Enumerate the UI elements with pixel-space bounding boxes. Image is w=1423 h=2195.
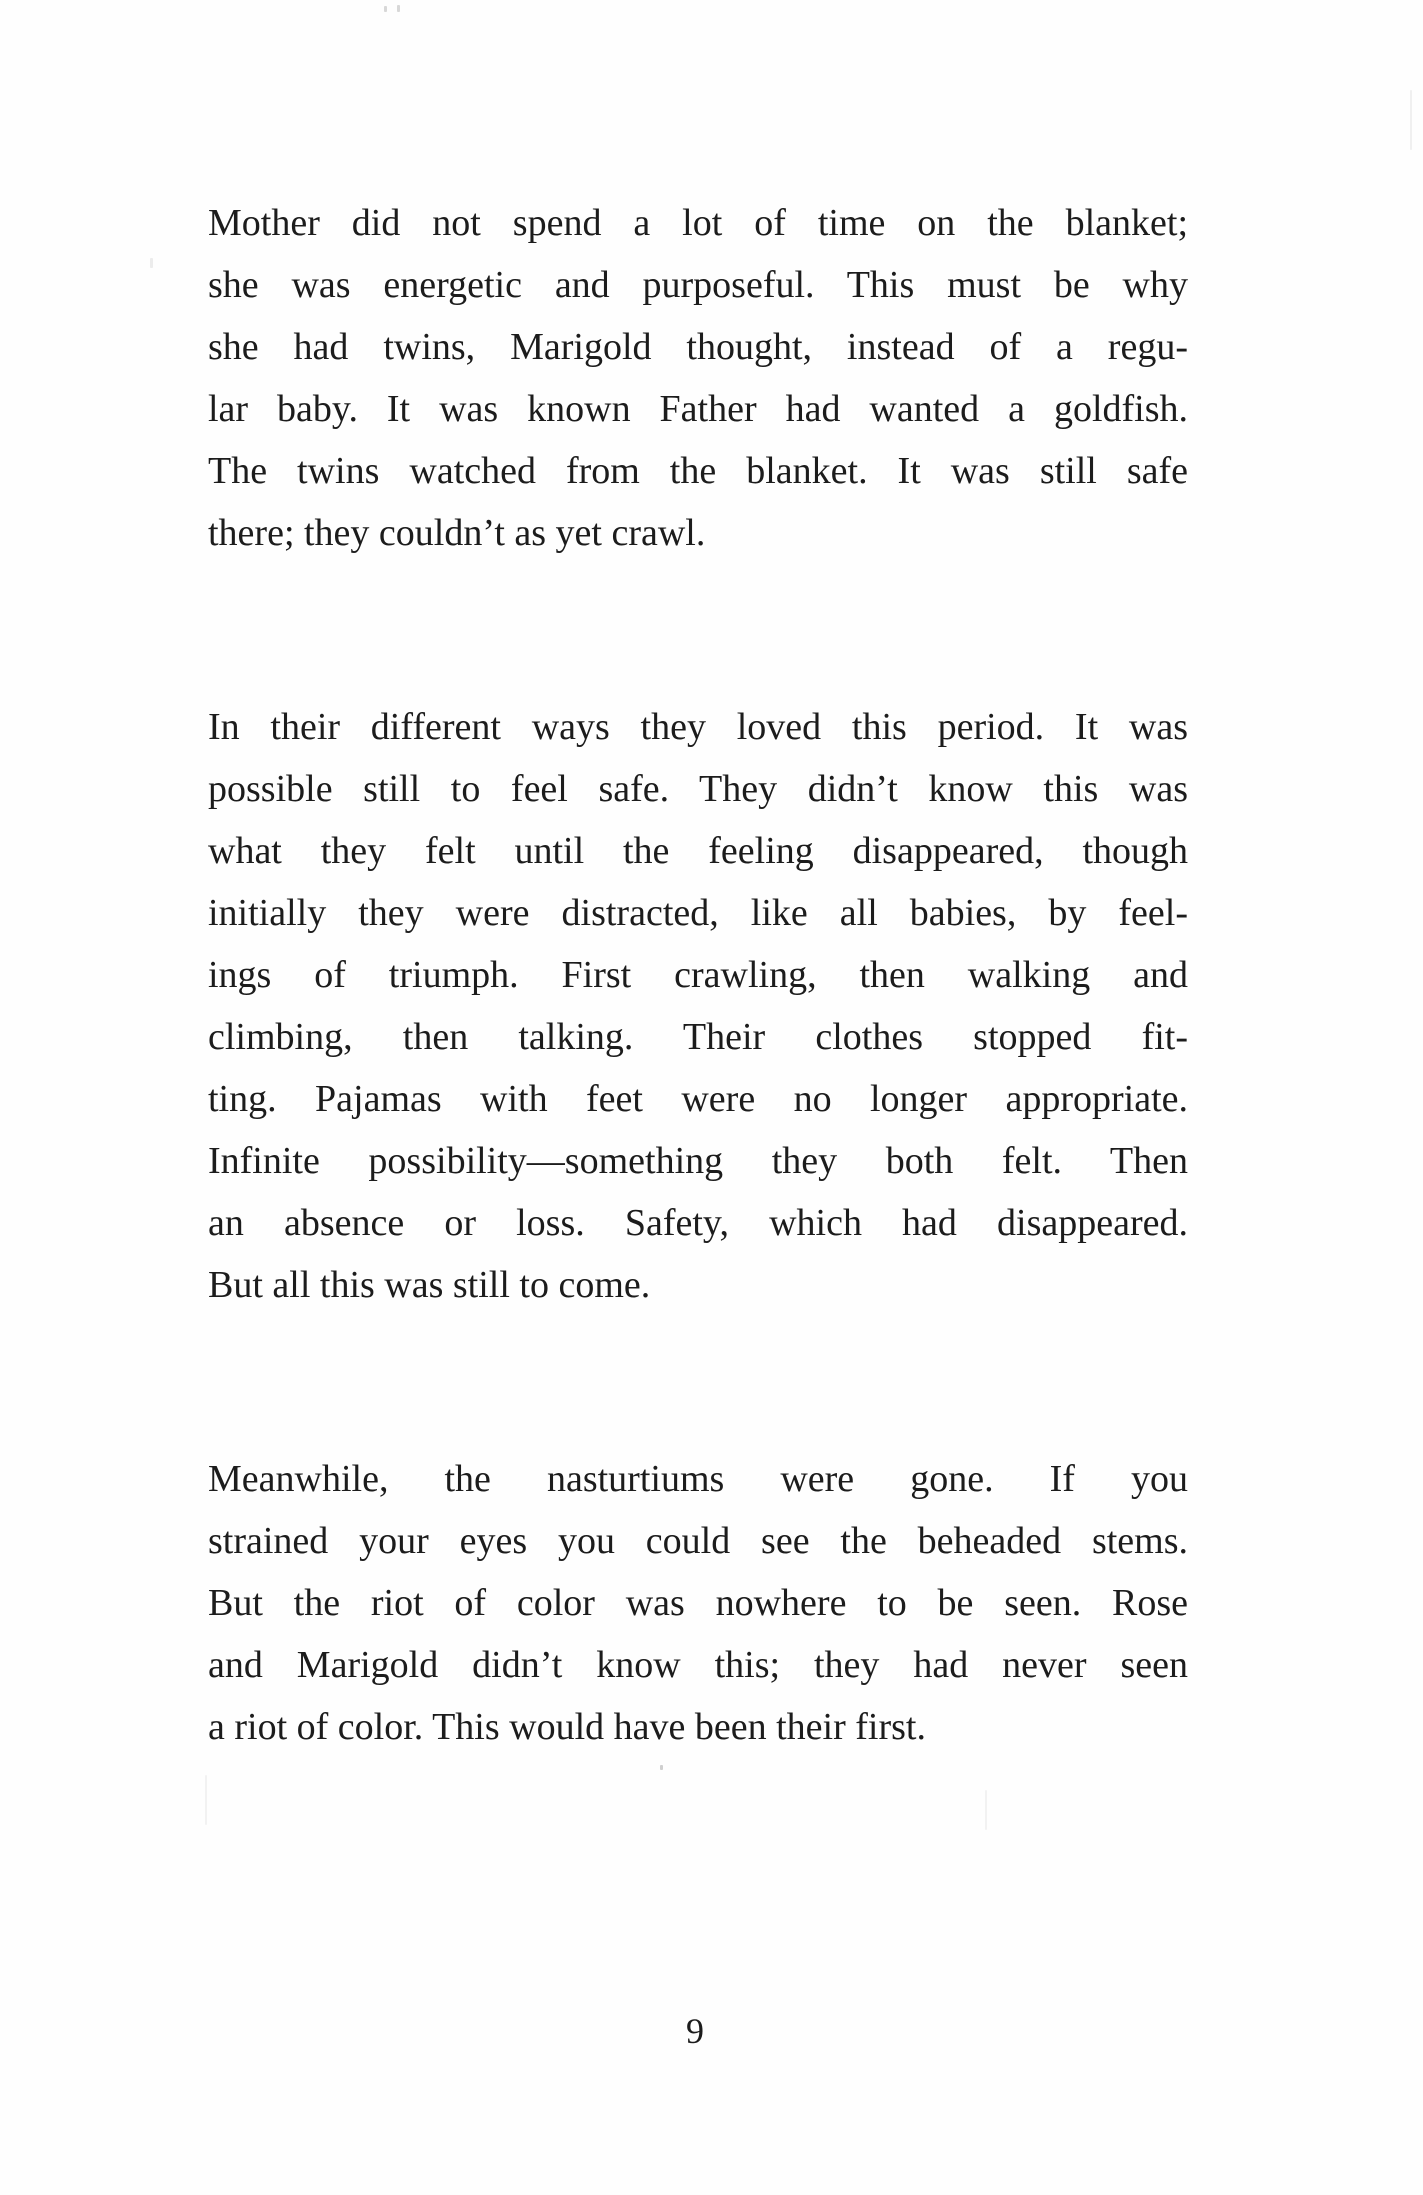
scan-speck (397, 5, 400, 12)
scan-speck (150, 258, 153, 268)
text-line: an absence or loss. Safety, which had disappeared. (208, 1202, 1188, 1244)
text-line: ings of triumph. First crawling, then walking and (208, 954, 1188, 996)
text-line: In their different ways they loved this period. It was (208, 706, 1188, 748)
page-number: 9 (686, 2011, 704, 2051)
scan-speck (1410, 90, 1412, 150)
scan-speck (985, 1790, 987, 1830)
scan-speck (384, 6, 387, 12)
text-line: a riot of color. This would have been their first. (208, 1706, 926, 1748)
text-line: ting. Pajamas with feet were no longer appropriate. (208, 1078, 1188, 1120)
text-line: lar baby. It was known Father had wanted a goldfish. (208, 388, 1188, 430)
text-line: climbing, then talking. Their clothes stopped fit- (208, 1016, 1188, 1058)
text-line: The twins watched from the blanket. It was still safe (208, 450, 1188, 492)
text-line: there; they couldn’t as yet crawl. (208, 512, 706, 554)
text-line: what they felt until the feeling disappeared, though (208, 830, 1188, 872)
scan-speck (660, 1765, 663, 1770)
scan-speck (205, 1775, 207, 1825)
text-line: Meanwhile, the nasturtiums were gone. If you (208, 1458, 1188, 1500)
text-line: and Marigold didn’t know this; they had never seen (208, 1644, 1188, 1686)
text-line: possible still to feel safe. They didn’t know this was (208, 768, 1188, 810)
text-line: initially they were distracted, like all babies, by feel- (208, 892, 1188, 934)
text-line: she was energetic and purposeful. This must be why (208, 264, 1188, 306)
paragraph-1 (208, 192, 1188, 564)
text-line: But all this was still to come. (208, 1264, 651, 1306)
text-line: But the riot of color was nowhere to be seen. Rose (208, 1582, 1188, 1624)
text-line: Mother did not spend a lot of time on the blanket; (208, 202, 1188, 244)
paragraph-3 (208, 1448, 1188, 1758)
text-line: strained your eyes you could see the beheaded stems. (208, 1520, 1188, 1562)
text-line: she had twins, Marigold thought, instead of a regu- (208, 326, 1188, 368)
paragraph-2 (208, 696, 1188, 1316)
text-line: Infinite possibility—something they both felt. Then (208, 1140, 1188, 1182)
